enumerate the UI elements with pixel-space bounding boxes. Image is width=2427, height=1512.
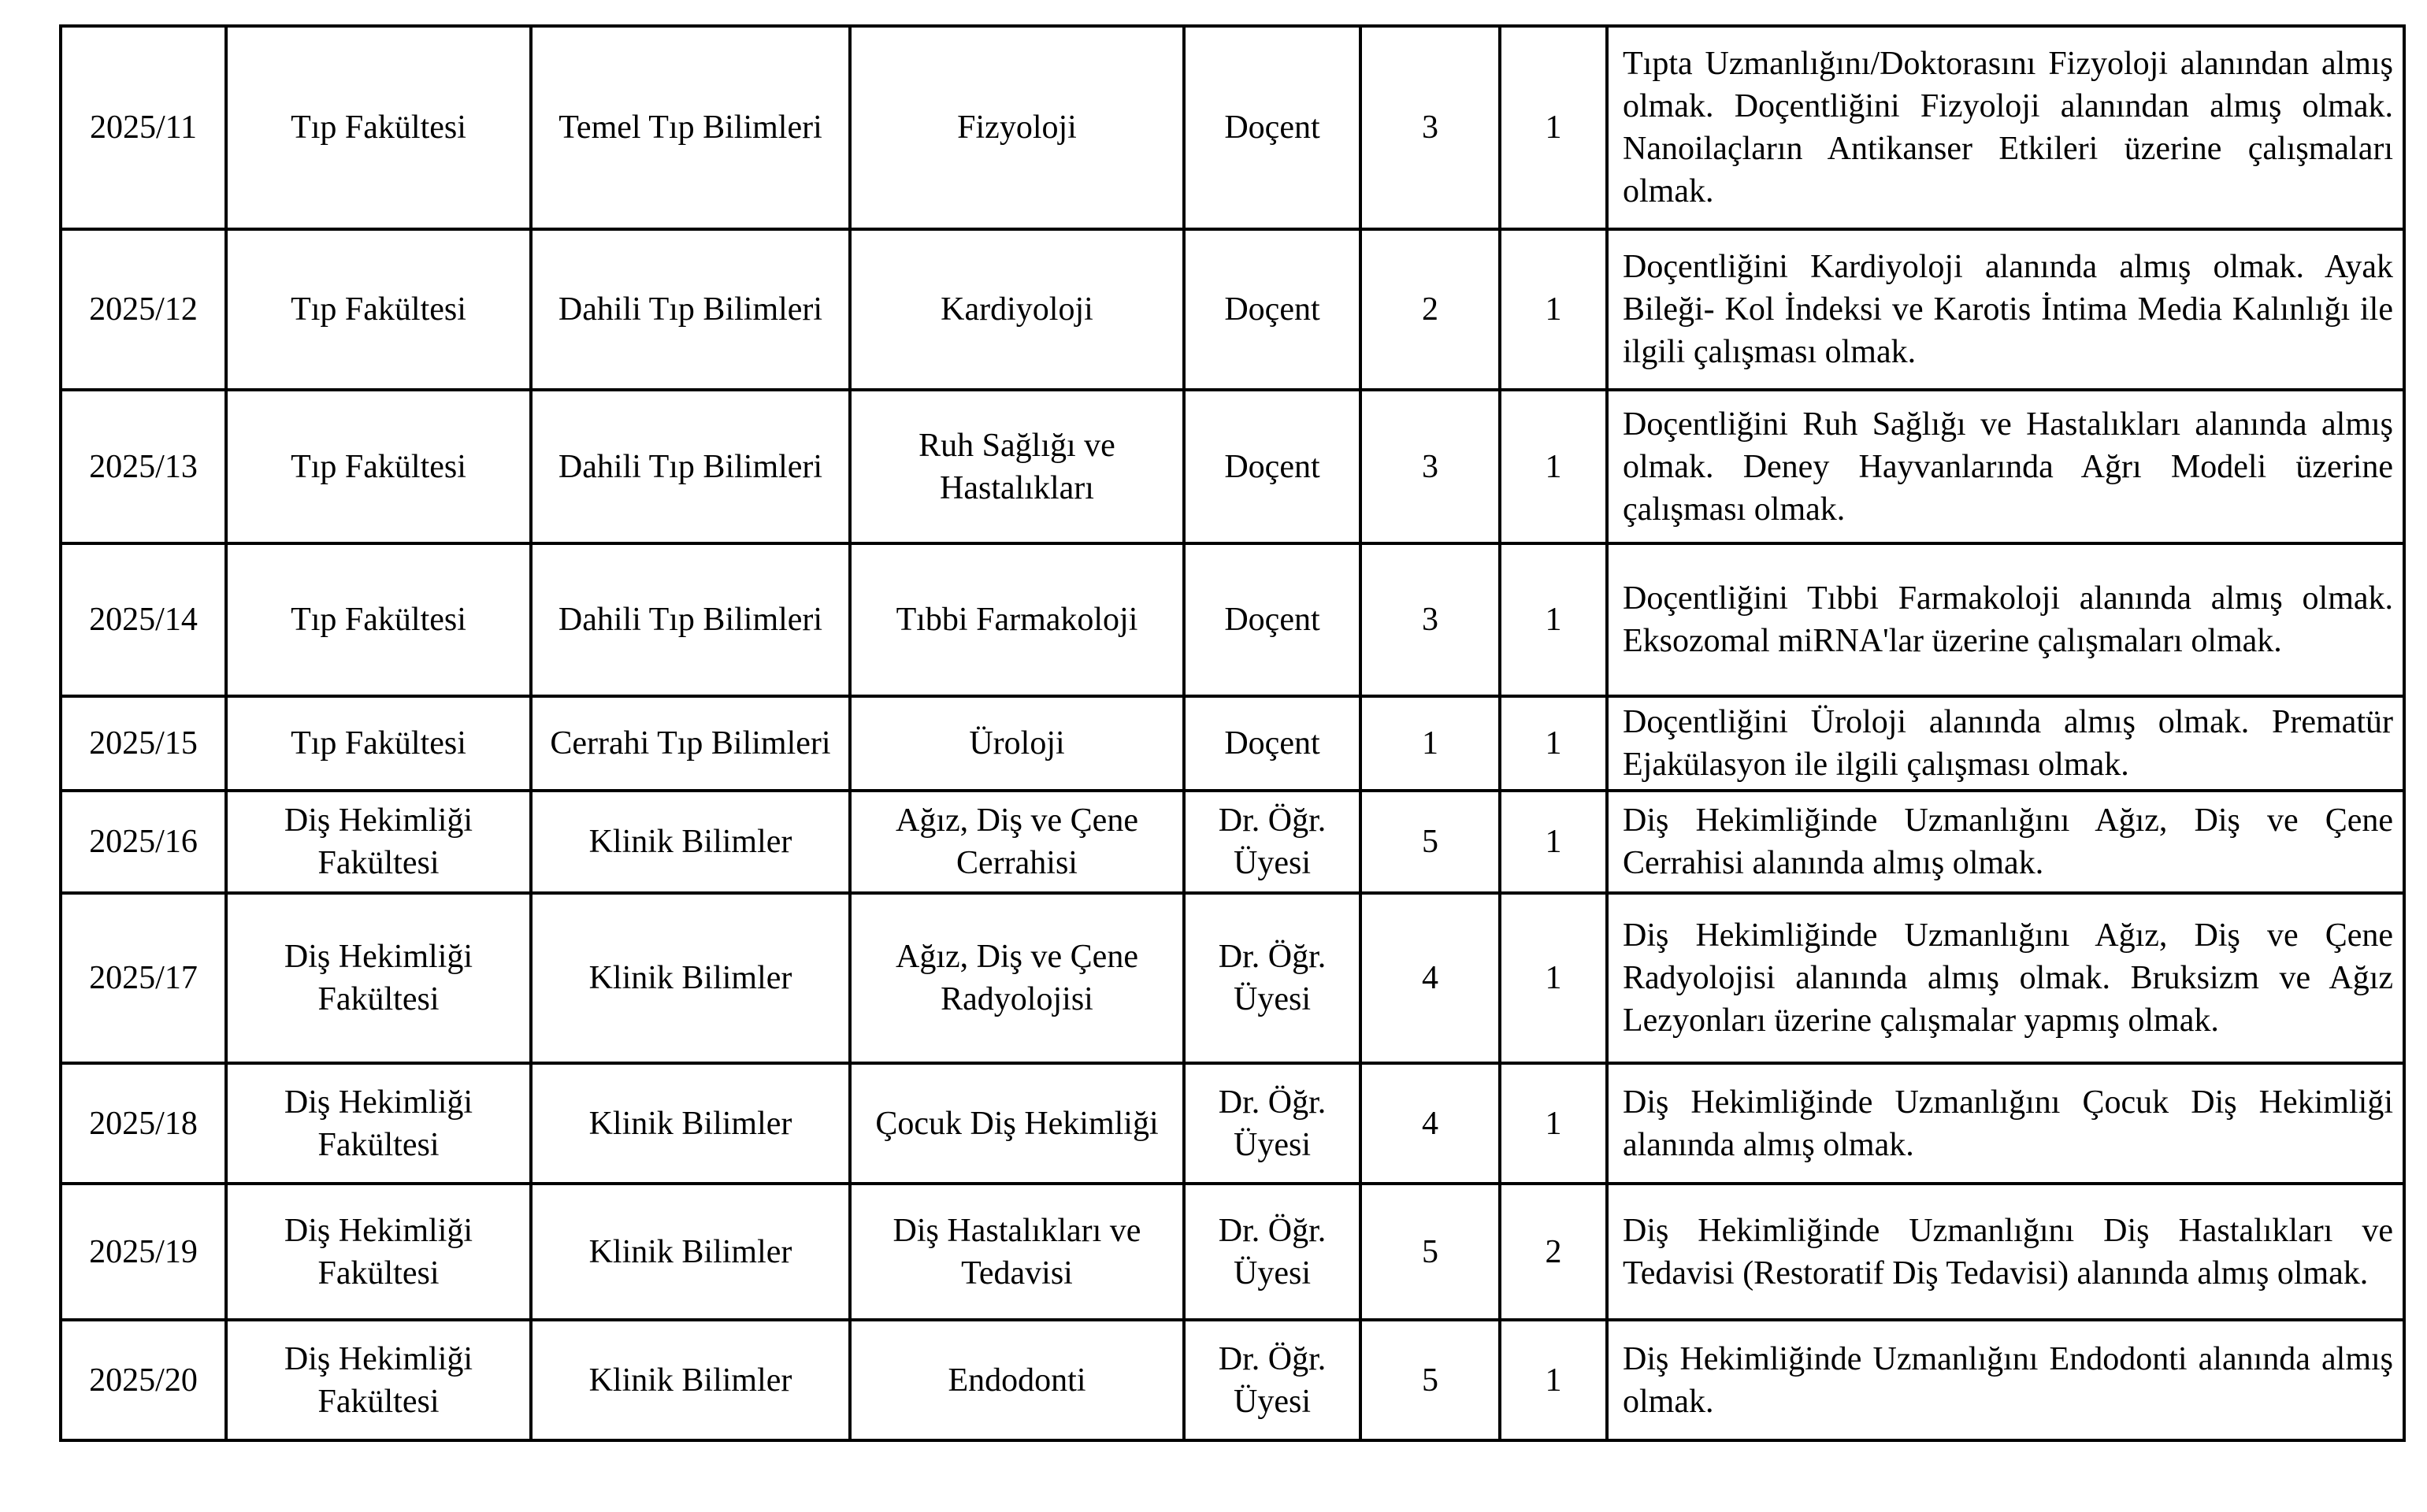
cell-announcement-number: 2025/12 [61, 229, 226, 390]
cell-academic-title: Dr. Öğr. Üyesi [1184, 1063, 1360, 1184]
cell-field: Fizyoloji [850, 26, 1184, 229]
cell-degree: 4 [1360, 1063, 1500, 1184]
cell-position-count: 1 [1500, 893, 1607, 1063]
cell-degree: 3 [1360, 543, 1500, 696]
table-row [61, 229, 2404, 390]
cell-position-count: 1 [1500, 791, 1607, 893]
cell-academic-title: Doçent [1184, 696, 1360, 791]
cell-academic-title: Dr. Öğr. Üyesi [1184, 791, 1360, 893]
cell-faculty: Tıp Fakültesi [226, 543, 531, 696]
cell-department: Dahili Tıp Bilimleri [531, 543, 850, 696]
cell-academic-title: Doçent [1184, 229, 1360, 390]
cell-field: Ruh Sağlığı ve Hastalıkları [850, 390, 1184, 543]
cell-degree: 3 [1360, 26, 1500, 229]
cell-announcement-number: 2025/14 [61, 543, 226, 696]
cell-faculty: Diş Hekimliği Fakültesi [226, 893, 531, 1063]
cell-academic-title: Doçent [1184, 390, 1360, 543]
table-row [61, 1320, 2404, 1440]
cell-faculty: Tıp Fakültesi [226, 26, 531, 229]
positions-table [59, 24, 2406, 1442]
cell-announcement-number: 2025/16 [61, 791, 226, 893]
cell-position-count: 2 [1500, 1184, 1607, 1320]
table-row [61, 791, 2404, 893]
positions-table-body [61, 26, 2404, 1440]
cell-requirement: Diş Hekimliğinde Uzmanlığını Diş Hastalıkları ve Tedavisi (Restoratif Diş Tedavisi) alanında almış olmak. [1607, 1184, 2404, 1320]
cell-requirement: Diş Hekimliğinde Uzmanlığını Ağız, Diş ve Çene Cerrahisi alanında almış olmak. [1607, 791, 2404, 893]
cell-position-count: 1 [1500, 229, 1607, 390]
cell-degree: 1 [1360, 696, 1500, 791]
cell-department: Dahili Tıp Bilimleri [531, 390, 850, 543]
cell-department: Klinik Bilimler [531, 893, 850, 1063]
cell-faculty: Tıp Fakültesi [226, 390, 531, 543]
cell-academic-title: Dr. Öğr. Üyesi [1184, 1184, 1360, 1320]
cell-announcement-number: 2025/19 [61, 1184, 226, 1320]
cell-faculty: Diş Hekimliği Fakültesi [226, 791, 531, 893]
cell-requirement: Doçentliğini Üroloji alanında almış olmak. Prematür Ejakülasyon ile ilgili çalışması olmak. [1607, 696, 2404, 791]
cell-requirement: Doçentliğini Ruh Sağlığı ve Hastalıkları alanında almış olmak. Deney Hayvanlarında Ağrı Modeli üzerine çalışması olmak. [1607, 390, 2404, 543]
cell-academic-title: Doçent [1184, 26, 1360, 229]
cell-announcement-number: 2025/15 [61, 696, 226, 791]
cell-field: Endodonti [850, 1320, 1184, 1440]
cell-faculty: Tıp Fakültesi [226, 229, 531, 390]
cell-position-count: 1 [1500, 696, 1607, 791]
cell-degree: 2 [1360, 229, 1500, 390]
cell-field: Ağız, Diş ve Çene Radyolojisi [850, 893, 1184, 1063]
cell-requirement: Diş Hekimliğinde Uzmanlığını Çocuk Diş Hekimliği alanında almış olmak. [1607, 1063, 2404, 1184]
cell-department: Klinik Bilimler [531, 1320, 850, 1440]
cell-field: Tıbbi Farmakoloji [850, 543, 1184, 696]
cell-position-count: 1 [1500, 543, 1607, 696]
cell-field: Diş Hastalıkları ve Tedavisi [850, 1184, 1184, 1320]
cell-degree: 5 [1360, 791, 1500, 893]
cell-department: Dahili Tıp Bilimleri [531, 229, 850, 390]
cell-department: Cerrahi Tıp Bilimleri [531, 696, 850, 791]
cell-announcement-number: 2025/11 [61, 26, 226, 229]
cell-announcement-number: 2025/13 [61, 390, 226, 543]
cell-degree: 5 [1360, 1320, 1500, 1440]
table-row [61, 1063, 2404, 1184]
cell-faculty: Diş Hekimliği Fakültesi [226, 1184, 531, 1320]
cell-announcement-number: 2025/20 [61, 1320, 226, 1440]
cell-field: Çocuk Diş Hekimliği [850, 1063, 1184, 1184]
cell-department: Klinik Bilimler [531, 1184, 850, 1320]
cell-requirement: Doçentliğini Tıbbi Farmakoloji alanında almış olmak. Eksozomal miRNA'lar üzerine çalışmaları olmak. [1607, 543, 2404, 696]
cell-department: Temel Tıp Bilimleri [531, 26, 850, 229]
cell-position-count: 1 [1500, 390, 1607, 543]
table-row [61, 390, 2404, 543]
cell-position-count: 1 [1500, 1320, 1607, 1440]
cell-requirement: Diş Hekimliğinde Uzmanlığını Endodonti alanında almış olmak. [1607, 1320, 2404, 1440]
cell-academic-title: Doçent [1184, 543, 1360, 696]
table-row [61, 893, 2404, 1063]
cell-academic-title: Dr. Öğr. Üyesi [1184, 1320, 1360, 1440]
cell-degree: 4 [1360, 893, 1500, 1063]
cell-requirement: Doçentliğini Kardiyoloji alanında almış olmak. Ayak Bileği- Kol İndeksi ve Karotis İntima Media Kalınlığı ile ilgili çalışması olmak. [1607, 229, 2404, 390]
table-row [61, 696, 2404, 791]
cell-requirement: Diş Hekimliğinde Uzmanlığını Ağız, Diş ve Çene Radyolojisi alanında almış olmak. Bruksizm ve Ağız Lezyonları üzerine çalışmalar yapmış olmak. [1607, 893, 2404, 1063]
cell-faculty: Diş Hekimliği Fakültesi [226, 1320, 531, 1440]
cell-faculty: Tıp Fakültesi [226, 696, 531, 791]
cell-field: Üroloji [850, 696, 1184, 791]
table-row [61, 543, 2404, 696]
cell-announcement-number: 2025/17 [61, 893, 226, 1063]
table-row [61, 26, 2404, 229]
cell-requirement: Tıpta Uzmanlığını/Doktorasını Fizyoloji alanından almış olmak. Doçentliğini Fizyoloji alanından almış olmak. Nanoilaçların Antikanser Etkileri üzerine çalışmaları olmak. [1607, 26, 2404, 229]
cell-department: Klinik Bilimler [531, 1063, 850, 1184]
cell-faculty: Diş Hekimliği Fakültesi [226, 1063, 531, 1184]
cell-department: Klinik Bilimler [531, 791, 850, 893]
cell-field: Ağız, Diş ve Çene Cerrahisi [850, 791, 1184, 893]
cell-degree: 3 [1360, 390, 1500, 543]
cell-position-count: 1 [1500, 1063, 1607, 1184]
table-row [61, 1184, 2404, 1320]
cell-position-count: 1 [1500, 26, 1607, 229]
cell-degree: 5 [1360, 1184, 1500, 1320]
cell-announcement-number: 2025/18 [61, 1063, 226, 1184]
cell-academic-title: Dr. Öğr. Üyesi [1184, 893, 1360, 1063]
cell-field: Kardiyoloji [850, 229, 1184, 390]
